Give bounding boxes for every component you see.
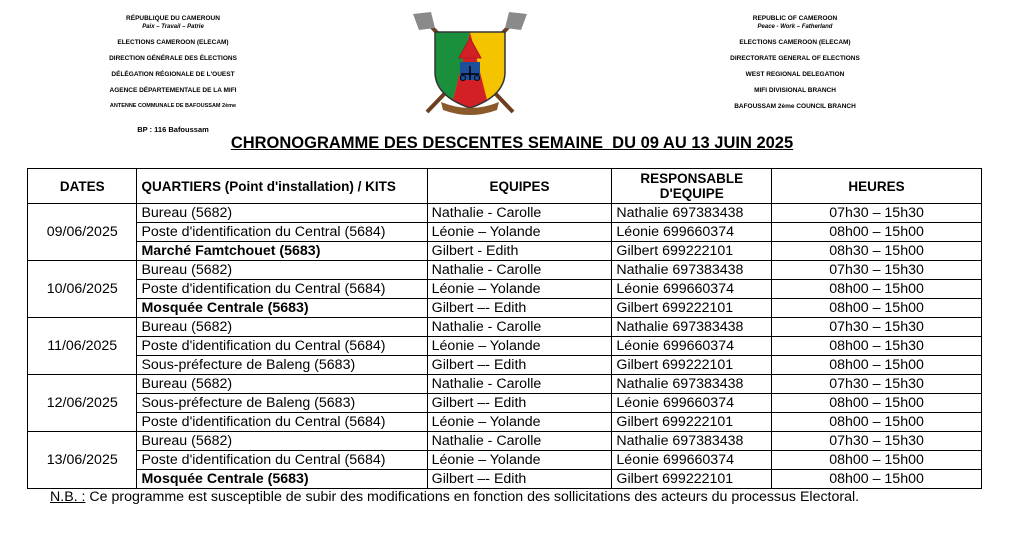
responsable-cell: Nathalie 697383438 <box>612 375 772 394</box>
quartier-cell: Poste d'identification du Central (5684) <box>137 280 427 299</box>
table-row <box>28 242 982 261</box>
table-row <box>28 432 982 451</box>
equipe-cell: Gilbert –- Edith <box>427 299 612 318</box>
heure-cell: 08h30 – 15h00 <box>772 242 982 261</box>
axe-head-left <box>413 12 435 30</box>
header-left-motto: Paix – Travail – Patrie <box>142 24 204 30</box>
quartier-cell: Sous-préfecture de Baleng (5683) <box>137 394 427 413</box>
equipe-cell: Nathalie - Carolle <box>427 375 612 394</box>
header-left-agency: AGENCE DÉPARTEMENTALE DE LA MIFI <box>109 87 237 94</box>
responsable-cell: Léonie 699660374 <box>612 451 772 470</box>
equipe-cell: Gilbert –- Edith <box>427 470 612 489</box>
header-right-delegation: WEST REGIONAL DELEGATION <box>745 71 845 78</box>
responsable-cell: Gilbert 699222101 <box>612 299 772 318</box>
table-header-row <box>28 169 982 204</box>
heure-cell: 07h30 – 15h30 <box>772 261 982 280</box>
page-title: CHRONOGRAMME DES DESCENTES SEMAINE DU 09 AU 13 JUIN 2025 <box>230 134 794 152</box>
schedule-table <box>27 168 982 489</box>
equipe-cell: Nathalie - Carolle <box>427 204 612 223</box>
header-responsable <box>612 169 772 204</box>
equipe-cell: Léonie – Yolande <box>427 337 612 356</box>
heure-cell: 07h30 – 15h30 <box>772 375 982 394</box>
header-right-direction: DIRECTORATE GENERAL OF ELECTIONS <box>730 55 860 62</box>
header-left-direction: DIRECTION GÉNÉRALE DES ÉLECTIONS <box>109 55 237 62</box>
header-left <box>98 14 248 134</box>
note-text: Ce programme est susceptible de subir des modifications en fonction des sollicitations des acteurs du processus Electoral. <box>85 489 860 505</box>
table-row <box>28 375 982 394</box>
quartier-cell: Bureau (5682) <box>137 318 427 337</box>
heure-cell: 07h30 – 15h30 <box>772 204 982 223</box>
responsable-cell: Nathalie 697383438 <box>612 204 772 223</box>
heure-cell: 08h00 – 15h00 <box>772 356 982 375</box>
responsable-cell: Gilbert 699222101 <box>612 470 772 489</box>
responsable-cell: Léonie 699660374 <box>612 394 772 413</box>
equipe-cell: Gilbert - Edith <box>427 242 612 261</box>
note-label: N.B. : <box>50 489 86 505</box>
quartier-cell: Bureau (5682) <box>137 432 427 451</box>
equipe-cell: Gilbert –- Edith <box>427 356 612 375</box>
equipe-cell: Léonie – Yolande <box>427 280 612 299</box>
header-right-motto: Peace - Work – Fatherland <box>757 24 833 30</box>
table-row <box>28 261 982 280</box>
equipe-cell: Léonie – Yolande <box>427 223 612 242</box>
equipe-cell: Nathalie - Carolle <box>427 432 612 451</box>
equipe-cell: Léonie – Yolande <box>427 451 612 470</box>
header-dates: DATES <box>28 169 137 204</box>
date-cell: 12/06/2025 <box>28 375 137 432</box>
table-row <box>28 204 982 223</box>
date-cell: 13/06/2025 <box>28 432 137 489</box>
equipe-cell: Nathalie - Carolle <box>427 318 612 337</box>
responsable-cell: Léonie 699660374 <box>612 223 772 242</box>
date-cell: 11/06/2025 <box>28 318 137 375</box>
table-body <box>28 204 982 489</box>
heure-cell: 08h00 – 15h00 <box>772 299 982 318</box>
equipe-cell: Gilbert –- Edith <box>427 394 612 413</box>
table-row <box>28 280 982 299</box>
quartier-cell: Marché Famtchouet (5683) <box>137 242 427 261</box>
heure-cell: 07h30 – 15h30 <box>772 432 982 451</box>
responsable-cell: Nathalie 697383438 <box>612 261 772 280</box>
header-left-antenna: ANTENNE COMMUNALE DE BAFOUSSAM 2ème <box>109 103 237 109</box>
table-row <box>28 470 982 489</box>
header-right-branch: MIFI DIVISIONAL BRANCH <box>754 87 836 94</box>
header-left-country: RÉPUBLIQUE DU CAMEROUN <box>126 15 220 22</box>
equipe-cell: Léonie – Yolande <box>427 413 612 432</box>
heure-cell: 08h00 – 15h00 <box>772 413 982 432</box>
header-right-country: REPUBLIC OF CAMEROON <box>752 15 838 22</box>
heure-cell: 07h30 – 15h30 <box>772 318 982 337</box>
quartier-cell: Poste d'identification du Central (5684) <box>137 451 427 470</box>
quartier-cell: Mosquée Centrale (5683) <box>137 470 427 489</box>
table-row <box>28 413 982 432</box>
header-responsable-line1: RESPONSABLE <box>640 171 744 186</box>
header-heures: HEURES <box>772 169 982 204</box>
responsable-cell: Gilbert 699222101 <box>612 413 772 432</box>
table-row <box>28 223 982 242</box>
quartier-cell: Bureau (5682) <box>137 261 427 280</box>
date-cell: 10/06/2025 <box>28 261 137 318</box>
responsable-cell: Nathalie 697383438 <box>612 318 772 337</box>
responsable-cell: Léonie 699660374 <box>612 337 772 356</box>
quartier-cell: Poste d'identification du Central (5684) <box>137 337 427 356</box>
header-right-org: ELECTIONS CAMEROON (ELECAM) <box>739 39 851 46</box>
quartier-cell: Bureau (5682) <box>137 204 427 223</box>
table-row <box>28 299 982 318</box>
quartier-cell: Poste d'identification du Central (5684) <box>137 413 427 432</box>
coat-of-arms-emblem <box>405 10 535 118</box>
responsable-cell: Nathalie 697383438 <box>612 432 772 451</box>
header-quartiers: QUARTIERS (Point d'installation) / KITS <box>137 169 427 204</box>
header-responsable-line2: D'EQUIPE <box>659 186 724 201</box>
header-right <box>700 14 890 111</box>
quartier-cell: Sous-préfecture de Baleng (5683) <box>137 356 427 375</box>
note <box>50 488 980 506</box>
heure-cell: 08h00 – 15h30 <box>772 337 982 356</box>
heure-cell: 08h00 – 15h00 <box>772 470 982 489</box>
axe-head-right <box>505 12 527 30</box>
table-row <box>28 451 982 470</box>
header-equipes: EQUIPES <box>427 169 612 204</box>
quartier-cell: Bureau (5682) <box>137 375 427 394</box>
header-left-bp: BP : 116 Bafoussam <box>137 125 209 134</box>
date-cell: 09/06/2025 <box>28 204 137 261</box>
quartier-cell: Mosquée Centrale (5683) <box>137 299 427 318</box>
heure-cell: 08h00 – 15h00 <box>772 223 982 242</box>
table-row <box>28 356 982 375</box>
table-row <box>28 394 982 413</box>
heure-cell: 08h00 – 15h00 <box>772 280 982 299</box>
responsable-cell: Gilbert 699222101 <box>612 356 772 375</box>
header-right-council: BAFOUSSAM 2ème COUNCIL BRANCH <box>734 103 856 110</box>
table-row <box>28 337 982 356</box>
heure-cell: 08h00 – 15h00 <box>772 394 982 413</box>
heure-cell: 08h00 – 15h00 <box>772 451 982 470</box>
table-row <box>28 318 982 337</box>
equipe-cell: Nathalie - Carolle <box>427 261 612 280</box>
header-left-delegation: DÉLÉGATION RÉGIONALE DE L'OUEST <box>111 71 235 78</box>
quartier-cell: Poste d'identification du Central (5684) <box>137 223 427 242</box>
header-left-org: ELECTIONS CAMEROON (ELECAM) <box>117 39 229 46</box>
responsable-cell: Gilbert 699222101 <box>612 242 772 261</box>
responsable-cell: Léonie 699660374 <box>612 280 772 299</box>
